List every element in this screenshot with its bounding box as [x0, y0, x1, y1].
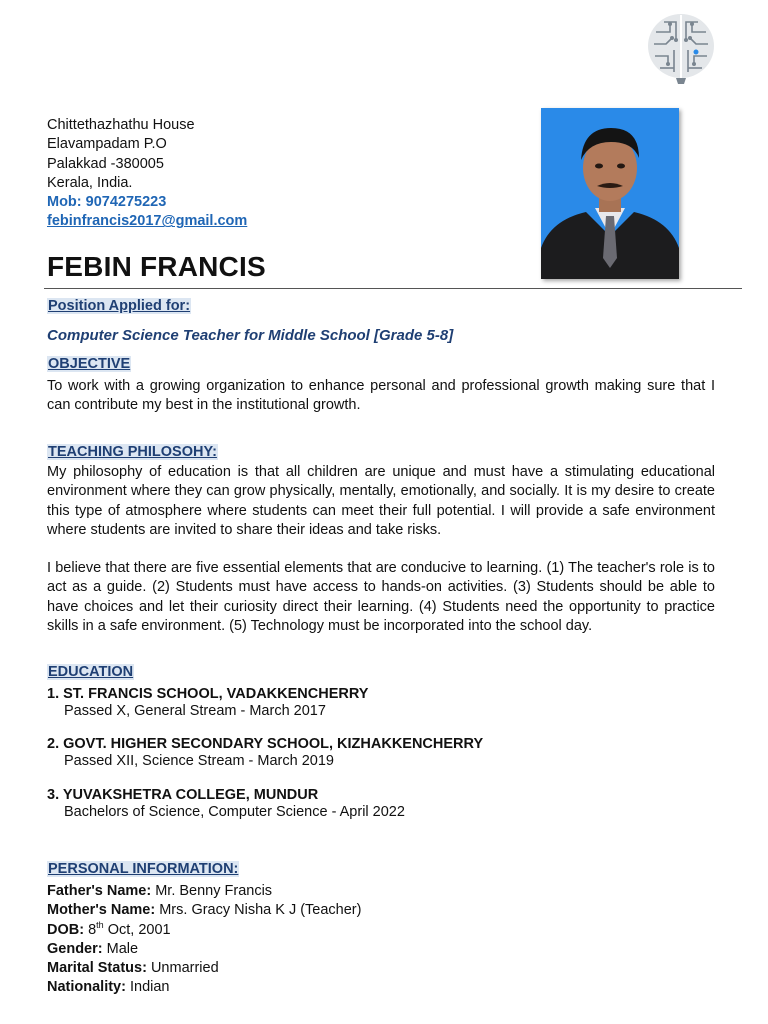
- philosophy-heading: TEACHING PHILOSOHY:: [48, 444, 217, 460]
- field-label: DOB:: [47, 921, 85, 938]
- education-heading: EDUCATION: [48, 664, 134, 680]
- header-divider: [44, 288, 742, 289]
- address-block: [47, 116, 247, 232]
- education-item: [47, 686, 368, 720]
- education-item: [47, 736, 483, 770]
- education-title: 2. GOVT. HIGHER SECONDARY SCHOOL, KIZHAKKENCHERRY: [47, 736, 484, 752]
- candidate-name: FEBIN FRANCIS: [47, 251, 266, 282]
- address-line: Kerala, India.: [47, 174, 133, 191]
- position-heading: Position Applied for:: [48, 298, 191, 314]
- email-link[interactable]: febinfrancis2017@gmail.com: [47, 213, 248, 230]
- field-label: Mother's Name:: [47, 902, 156, 919]
- education-title: 3. YUVAKSHETRA COLLEGE, MUNDUR: [47, 787, 319, 803]
- philosophy-paragraph: My philosophy of education is that all children are unique and must have a stimulating educational environment where they can grow physically, mentally, emotionally, and socially. It is my desire to create this type of atmosphere where students can meet their full potential. I will provide a safe environment where students are invited to share their ideas and take risks.: [47, 464, 715, 539]
- education-item: [47, 787, 405, 821]
- marital-value: Unmarried: [146, 960, 219, 977]
- dob-rest: Oct, 2001: [103, 921, 171, 938]
- education-detail: Passed X, General Stream - March 2017: [64, 703, 326, 719]
- father-name: Mr. Benny Francis: [151, 883, 273, 899]
- position-value: Computer Science Teacher for Middle School [Grade 5-8]: [47, 327, 454, 344]
- philosophy-paragraph: I believe that there are five essential elements that are conducive to learning. (1) The teacher's role is to act as a guide. (2) Students must have access to hands-on activities. (3) Students should be able to have choices and let their curiosity direct their learning. (4) Students need the opportunity to practice skills in a safe environment. (5) Technology must be incorporated into the school day.: [47, 560, 715, 635]
- address-line: Elavampadam P.O: [47, 136, 167, 153]
- personal-info: [47, 882, 361, 998]
- field-label: Father's Name:: [47, 883, 152, 899]
- objective-heading: OBJECTIVE: [48, 356, 131, 372]
- objective-text: To work with a growing organization to enhance personal and professional growth making sure that I can contribute my best in the institutional growth.: [47, 378, 715, 414]
- personal-heading: PERSONAL INFORMATION:: [48, 861, 239, 877]
- education-detail: Bachelors of Science, Computer Science - April 2022: [64, 804, 405, 820]
- address-line: Palakkad -380005: [47, 155, 164, 172]
- dob-day: 8: [84, 921, 97, 938]
- nationality-value: Indian: [125, 979, 170, 996]
- mother-name: Mrs. Gracy Nisha K J (Teacher): [155, 902, 362, 919]
- gender-value: Male: [102, 940, 139, 957]
- field-label: Nationality:: [47, 979, 126, 996]
- field-label: Gender:: [47, 940, 103, 957]
- field-label: Marital Status:: [47, 960, 147, 977]
- education-detail: Passed XII, Science Stream - March 2019: [64, 753, 334, 769]
- education-title: 1. ST. FRANCIS SCHOOL, VADAKKENCHERRY: [47, 686, 369, 702]
- profile-photo: [541, 108, 679, 279]
- dob-ordinal: th: [96, 919, 104, 930]
- mobile-number: Mob: 9074275223: [47, 194, 167, 211]
- address-line: Chittethazhathu House: [47, 117, 195, 133]
- brain-circuit-icon: [646, 10, 716, 86]
